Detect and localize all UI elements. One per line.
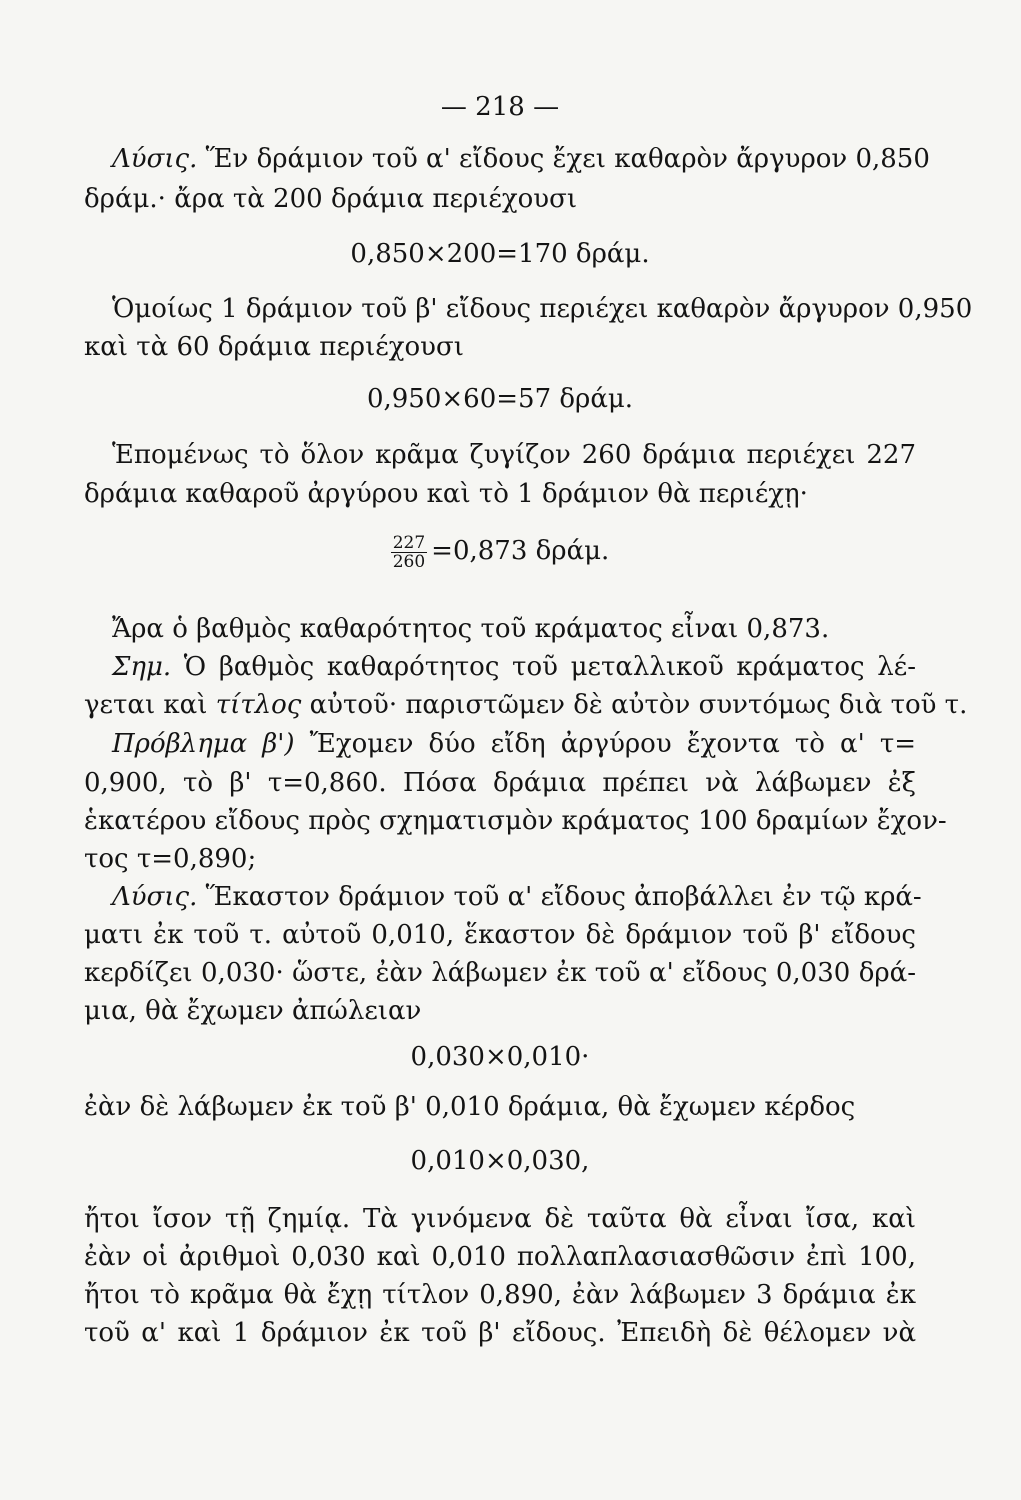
text-span: Ἕν δράμιον τοῦ α' εἴδους ἔχει καθαρὸν ἄργυρον 0,850 [197, 144, 930, 174]
text-span: Ὁ βαθμὸς καθαρότητος τοῦ μεταλλικοῦ κράματος λέ- [171, 652, 916, 682]
text-line: Ἄρα ὁ βαθμὸς καθαρότητος τοῦ κράματος εἶναι 0,873. [112, 614, 830, 644]
text-span: γεται καὶ [84, 690, 216, 720]
note-label: Σημ. [112, 652, 172, 682]
text-line [84, 686, 968, 724]
equation: 0,850×200=170 δράμ. [350, 239, 650, 269]
text-line: μια, θὰ ἔχωμεν ἀπώλειαν [84, 996, 422, 1026]
text-line: ἐὰν οἱ ἀριθμοὶ 0,030 καὶ 0,010 πολλαπλασιασθῶσιν ἐπὶ 100, [84, 1242, 916, 1272]
text-line: δράμια καθαροῦ ἀργύρου καὶ τὸ 1 δράμιον θὰ περιέχῃ· [84, 479, 808, 509]
text-line: δράμ.· ἄρα τὰ 200 δράμια περιέχουσι [84, 184, 578, 214]
text-line: Ὁμοίως 1 δράμιον τοῦ β' εἴδους περιέχει καθαρὸν ἄργυρον 0,950 [112, 294, 973, 324]
term-titlos: τίτλος [215, 690, 302, 720]
text-line: Ἑπομένως τὸ ὅλον κρᾶμα ζυγίζον 260 δράμια περιέχει 227 [112, 440, 916, 470]
text-line [84, 140, 930, 178]
fraction-result: =0,873 δράμ. [431, 536, 610, 566]
equation: 0,010×0,030, [410, 1146, 590, 1176]
text-line: ἤτοι τὸ κρᾶμα θὰ ἔχῃ τίτλον 0,890, ἐὰν λάβωμεν 3 δράμια ἐκ [84, 1280, 916, 1310]
fraction-denominator: 260 [392, 551, 426, 572]
page-number: — 218 — [440, 92, 560, 122]
text-line [84, 725, 916, 763]
text-line: τοῦ α' καὶ 1 δράμιον ἐκ τοῦ β' εἴδους. Ἐπειδὴ δὲ θέλομεν νὰ [84, 1318, 916, 1348]
text-line: ματι ἐκ τοῦ τ. αὐτοῦ 0,010, ἕκαστον δὲ δράμιον τοῦ β' εἴδους [84, 920, 916, 950]
text-span: Ἕκαστον δράμιον τοῦ α' εἴδους ἀποβάλλει ἐν τῷ κρά- [197, 882, 922, 912]
text-line: ἐὰν δὲ λάβωμεν ἐκ τοῦ β' 0,010 δράμια, θὰ ἔχωμεν κέρδος [84, 1092, 856, 1122]
problem-label: Πρόβλημα β') [112, 729, 295, 759]
text-line: 0,900, τὸ β' τ=0,860. Πόσα δράμια πρέπει νὰ λάβωμεν ἐξ [84, 768, 916, 798]
fraction-equation [84, 532, 916, 571]
solution-label: Λύσις. [112, 882, 198, 912]
text-line [84, 878, 922, 916]
text-line: ἤτοι ἴσον τῇ ζημίᾳ. Τὰ γινόμενα δὲ ταῦτα θὰ εἶναι ἴσα, καὶ [84, 1204, 916, 1234]
text-line: ἑκατέρου εἴδους πρὸς σχηματισμὸν κράματος 100 δραμίων ἔχον- [84, 806, 947, 836]
text-span: αὐτοῦ· παριστῶμεν δὲ αὐτὸν συντόμως διὰ τοῦ τ. [301, 690, 968, 720]
equation: 0,950×60=57 δράμ. [366, 384, 634, 414]
fraction-numerator: 227 [392, 532, 426, 553]
text-line [84, 648, 916, 686]
text-line: καὶ τὰ 60 δράμια περιέχουσι [84, 332, 464, 362]
solution-label: Λύσις. [112, 144, 198, 174]
text-span: Ἔχομεν δύο εἴδη ἀργύρου ἔχοντα τὸ α' τ= [294, 729, 916, 759]
equation: 0,030×0,010· [410, 1042, 590, 1072]
text-line: κερδίζει 0,030· ὥστε, ἐὰν λάβωμεν ἐκ τοῦ α' εἴδους 0,030 δρά- [84, 958, 916, 988]
fraction [391, 534, 427, 571]
text-line: τος τ=0,890; [84, 844, 257, 874]
